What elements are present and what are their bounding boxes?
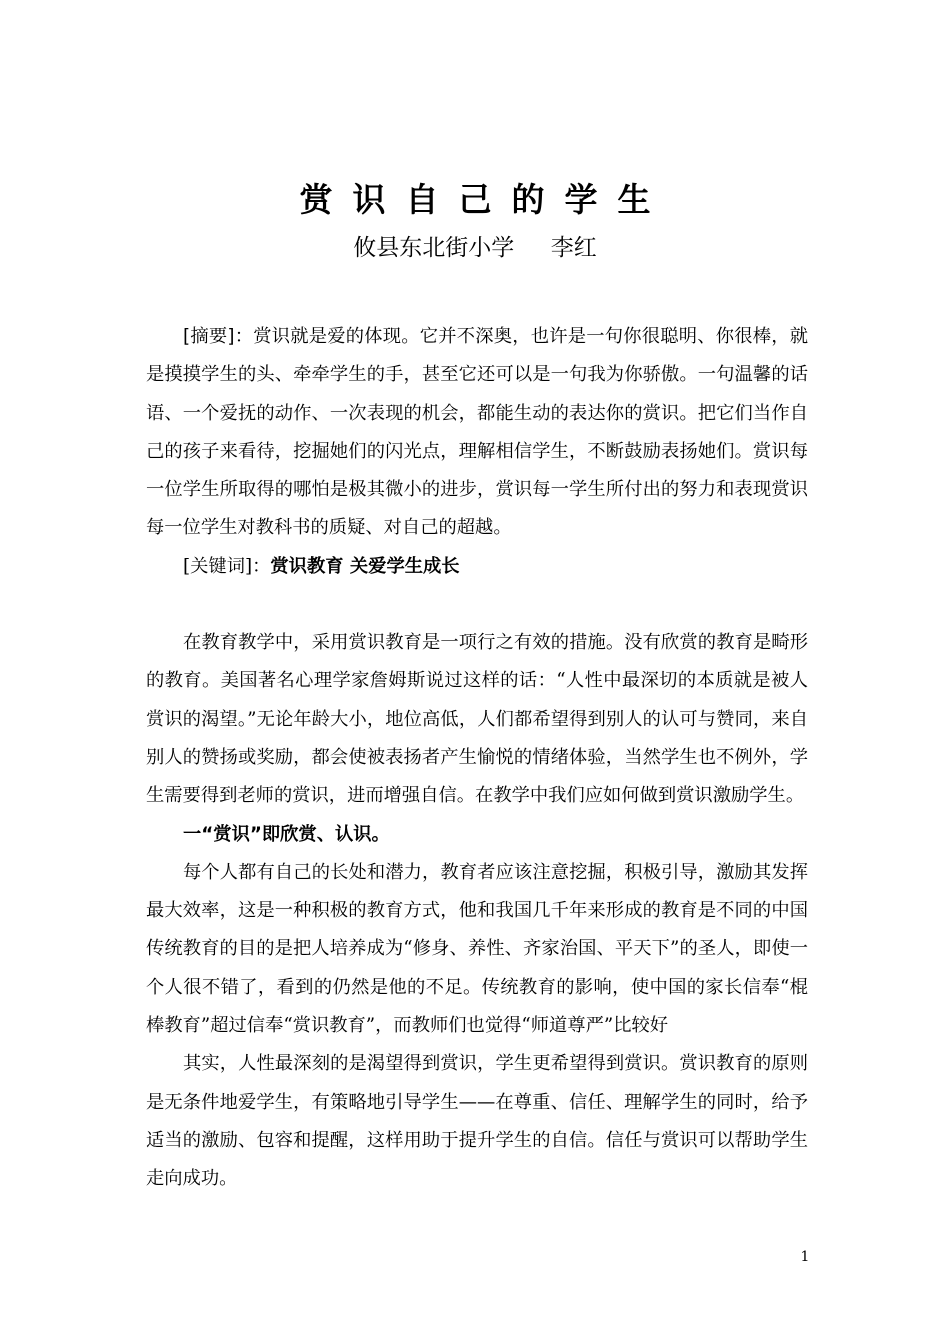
body-paragraph: 每个人都有自己的长处和潜力，教育者应该注意挖掘，积极引导，激励其发挥最大效率，这是一种积极的教育方式，他和我国几千年来形成的教育是不同的中国传统教育的目的是把人培养成为“修身、养性、齐家治国、平天下”的圣人，即使一个人很不错了，看到的仍然是他的不足。传统教育的影响，使中国的家长信奉“棍棒教育”超过信奉“赏识教育”，而教师们也觉得“师道尊严”比较好 [146,861,808,1037]
document-title: 赏识自己的学生 [299,180,671,219]
author-line: 攸县东北街小学 李红 [353,235,597,261]
body-paragraph: 在教育教学中，采用赏识教育是一项行之有效的措施。没有欣赏的教育是畸形的教育。美国著名心理学家詹姆斯说过这样的话：“人性中最深切的本质就是被人赏识的渴望。”无论年龄大小，地位高低，人们都希望得到别人的认可与赞同，来自别人的赞扬或奖励，都会使被表扬者产生愉悦的情绪体验，当然学生也不例外，学生需要得到老师的赏识，进而增强自信。在教学中我们应如何做到赏识激励学生。 [146,632,808,807]
document-body [146,318,808,1199]
keywords-paragraph [146,548,808,586]
abstract-paragraph [146,318,808,548]
body-paragraph: 其实，人性最深刻的是渴望得到赏识，学生更希望得到赏识。赏识教育的原则是无条件地爱学生，有策略地引导学生——在尊重、信任、理解学生的同时，给予适当的激励、包容和提醒，这样用助于提升学生的自信。信任与赏识可以帮助学生走向成功。 [146,1053,808,1190]
page-number: 1 [800,1249,810,1265]
section-heading: 一“赏识”即欣赏、认识。 [183,823,390,845]
abstract-label: [摘要] [183,326,235,347]
keywords-text: 赏识教育 关爱学生成长 [270,555,460,577]
paragraph-gap [146,586,808,624]
abstract-text: ：赏识就是爱的体现。它并不深奥，也许是一句你很聪明、你很棒，就是摸摸学生的头、牵牵学生的手，甚至它还可以是一句我为你骄傲。一句温馨的话语、一个爱抚的动作、一次表现的机会，都能生动的表达你的赏识。把它们当作自己的孩子来看待，挖掘她们的闪光点，理解相信学生，不断鼓励表扬她们。赏识每一位学生所取得的哪怕是极其微小的进步，赏识每一学生所付出的努力和表现赏识每一位学生对教科书的质疑、对自己的超越。 [146,326,809,539]
keywords-label: [关键词]： [183,555,271,577]
